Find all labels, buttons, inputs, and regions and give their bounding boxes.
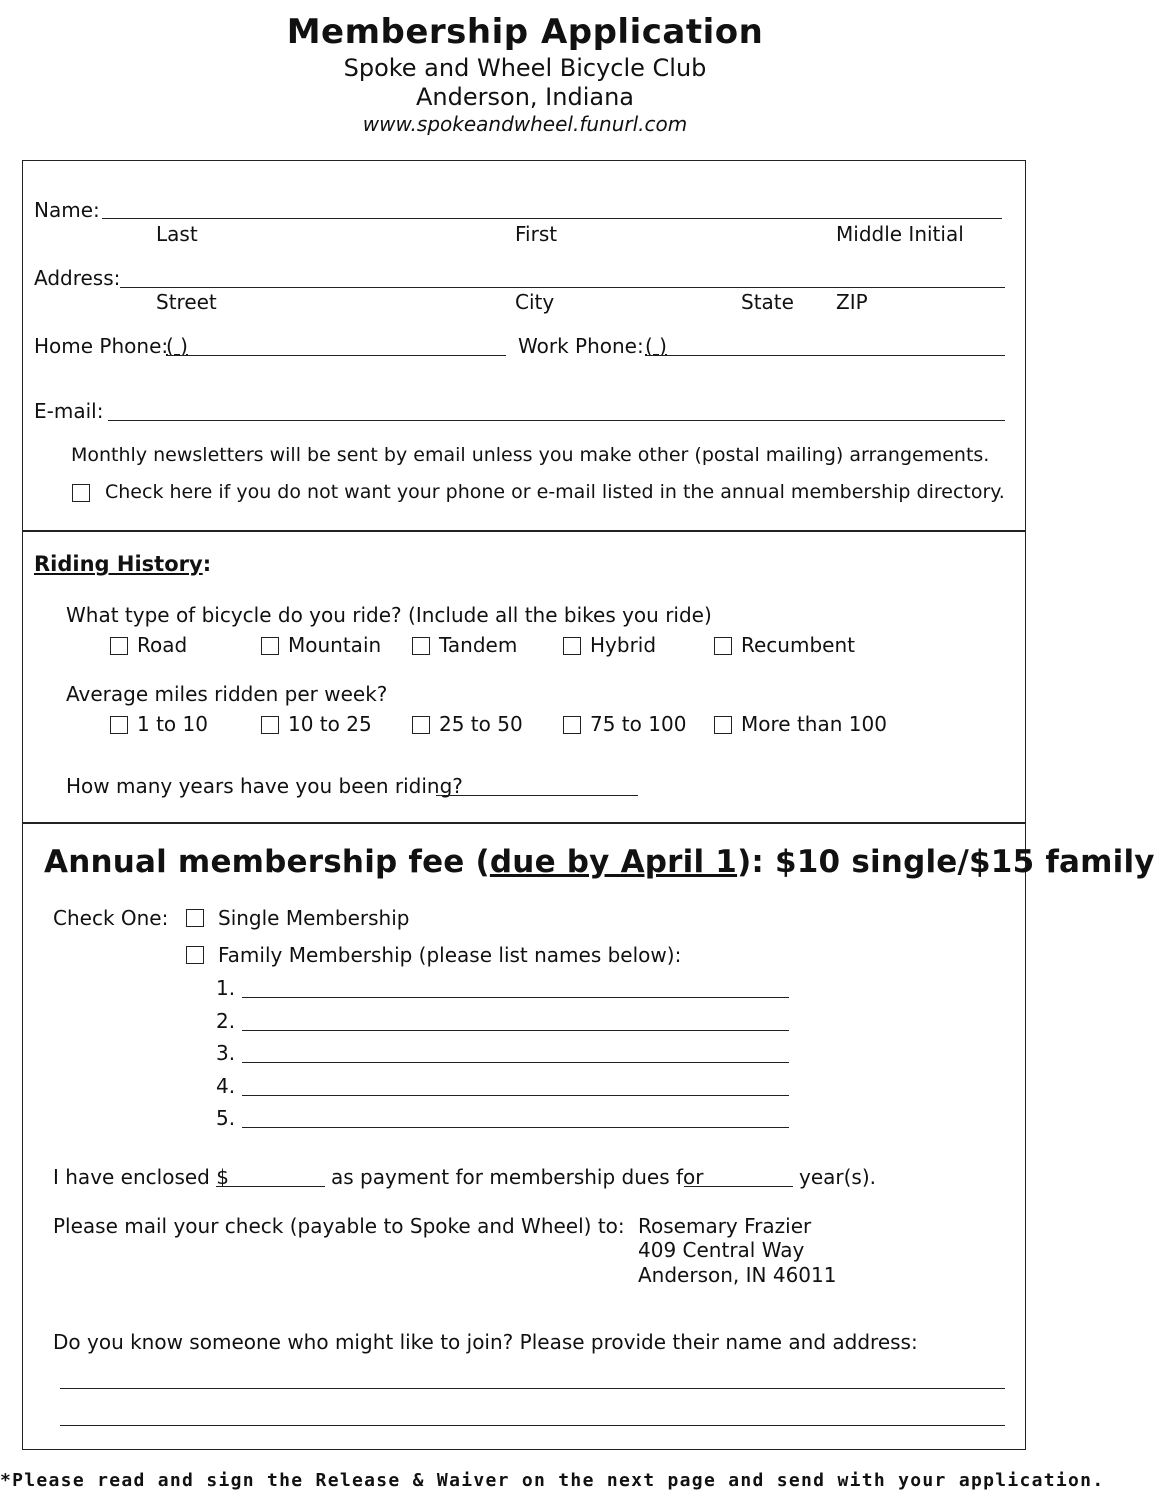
address-label: Address: [34,266,121,290]
enclosed-amount-field[interactable] [216,1186,325,1187]
name-label: Name: [34,198,100,222]
fee-heading-post: ): $10 single/$15 family [737,844,1155,880]
newsletter-note: Monthly newsletters will be sent by email unless you make other (postal mailing) arrangements. [71,444,990,466]
years-field[interactable] [436,795,638,796]
miles-100-plus-label: More than 100 [741,712,887,736]
enclosed-years-field[interactable] [684,1186,793,1187]
mail-address-street: 409 Central Way [638,1238,805,1262]
family-number-1: 1. [216,976,236,1000]
miles-10-25-checkbox[interactable] [261,716,279,734]
work-phone-area: ( ) [645,334,667,358]
fee-heading-pre: Annual membership fee ( [44,844,490,880]
family-number-2: 2. [216,1009,236,1033]
name-sub-last: Last [156,222,198,246]
miles-25-50-checkbox[interactable] [412,716,430,734]
home-phone-field[interactable] [166,355,506,356]
work-phone-label: Work Phone: [518,334,644,358]
family-number-3: 3. [216,1041,236,1065]
name-field[interactable] [102,218,1002,219]
enclosed-mid: as payment for membership dues for [331,1165,704,1189]
miles-1-10-label: 1 to 10 [137,712,208,736]
name-sub-middle: Middle Initial [836,222,964,246]
fee-due-date: due by April 1 [489,844,738,880]
address-sub-city: City [515,290,555,314]
check-one-label: Check One: [53,906,169,930]
referral-question: Do you know someone who might like to join? Please provide their name and address: [53,1330,918,1354]
miles-100-plus-checkbox[interactable] [714,716,732,734]
club-location: Anderson, Indiana [416,83,634,111]
address-sub-zip: ZIP [836,290,868,314]
riding-history-heading-colon: : [202,552,212,576]
miles-25-50-label: 25 to 50 [439,712,523,736]
family-name-field-2[interactable] [242,1030,789,1031]
bike-mountain-label: Mountain [288,633,382,657]
enclosed-post: year(s). [799,1165,877,1189]
directory-optout-checkbox[interactable] [72,484,90,502]
email-field[interactable] [108,420,1005,421]
email-label: E-mail: [34,399,104,423]
membership-fee-section [22,822,1026,1450]
club-name: Spoke and Wheel Bicycle Club [343,54,707,82]
referral-field-2[interactable] [60,1425,1005,1426]
directory-optout-label: Check here if you do not want your phone or e-mail listed in the annual membership directory. [105,481,1005,503]
mail-instructions: Please mail your check (payable to Spoke and Wheel) to: [53,1214,625,1238]
bike-mountain-checkbox[interactable] [261,637,279,655]
referral-field-1[interactable] [60,1388,1005,1389]
miles-75-100-checkbox[interactable] [563,716,581,734]
address-field[interactable] [120,287,1005,288]
single-membership-label: Single Membership [218,906,410,930]
bike-road-checkbox[interactable] [110,637,128,655]
bike-hybrid-checkbox[interactable] [563,637,581,655]
family-membership-label: Family Membership (please list names below): [218,943,682,967]
home-phone-label: Home Phone: [34,334,169,358]
enclosed-pre: I have enclosed $ [53,1165,229,1189]
bike-tandem-label: Tandem [439,633,518,657]
riding-history-heading [34,552,211,576]
mail-address-name: Rosemary Frazier [638,1214,812,1238]
miles-75-100-label: 75 to 100 [590,712,687,736]
fee-heading [44,844,1155,880]
bike-recumbent-label: Recumbent [741,633,855,657]
family-membership-checkbox[interactable] [186,946,204,964]
waiver-note: *Please read and sign the Release & Waiver on the next page and send with your application. [0,1470,1105,1491]
mail-address-city: Anderson, IN 46011 [638,1263,837,1287]
home-phone-area: ( ) [166,334,188,358]
page-title: Membership Application [286,12,764,52]
single-membership-checkbox[interactable] [186,909,204,927]
address-sub-street: Street [156,290,217,314]
address-sub-state: State [741,290,794,314]
family-name-field-3[interactable] [242,1062,789,1063]
miles-10-25-label: 10 to 25 [288,712,372,736]
work-phone-field[interactable] [645,355,1005,356]
bike-type-question: What type of bicycle do you ride? (Include all the bikes you ride) [66,603,712,627]
bike-road-label: Road [137,633,188,657]
riding-history-heading-text: Riding History [34,552,203,576]
years-question: How many years have you been riding? [66,774,463,798]
bike-tandem-checkbox[interactable] [412,637,430,655]
family-name-field-5[interactable] [242,1127,789,1128]
family-name-field-1[interactable] [242,997,789,998]
family-number-4: 4. [216,1074,236,1098]
bike-recumbent-checkbox[interactable] [714,637,732,655]
family-name-field-4[interactable] [242,1095,789,1096]
miles-1-10-checkbox[interactable] [110,716,128,734]
miles-question: Average miles ridden per week? [66,682,388,706]
family-number-5: 5. [216,1106,236,1130]
bike-hybrid-label: Hybrid [590,633,657,657]
name-sub-first: First [515,222,558,246]
club-website: www.spokeandwheel.funurl.com [362,112,688,136]
